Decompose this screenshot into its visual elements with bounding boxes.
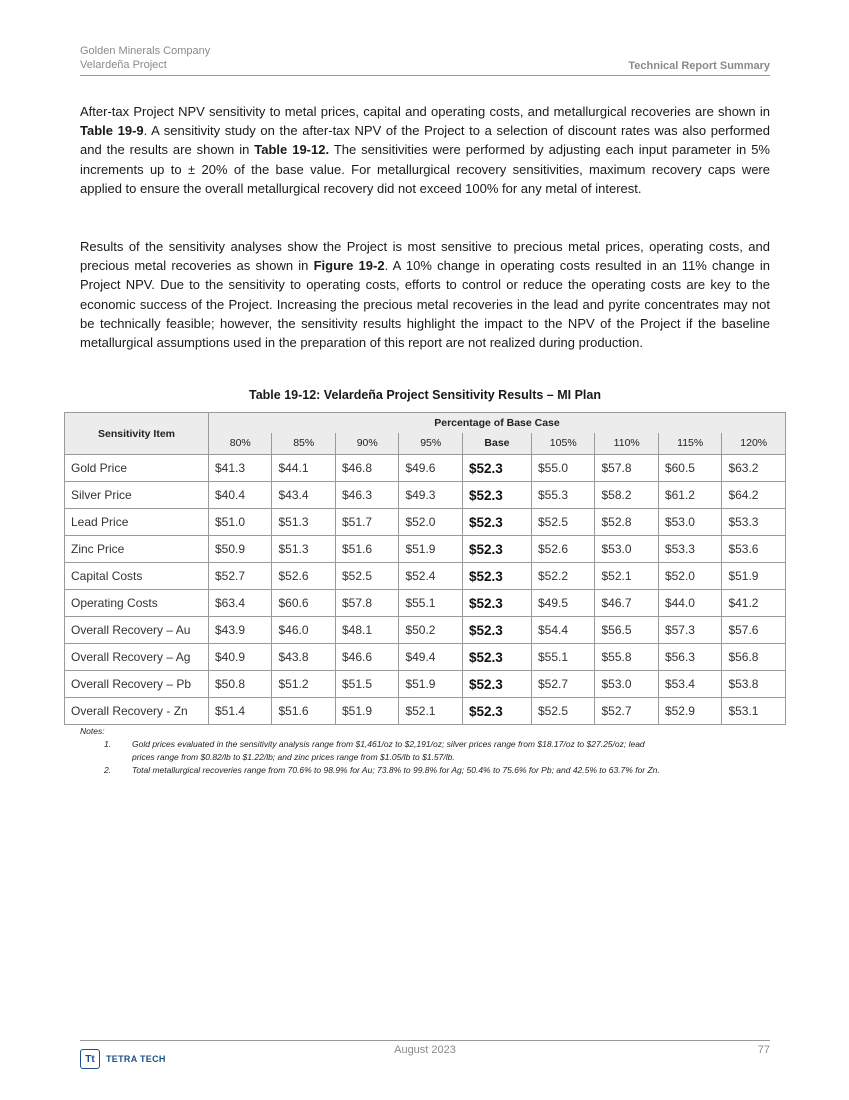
npv-value-cell: $46.6 [335, 644, 398, 671]
npv-value-cell: $56.3 [658, 644, 721, 671]
table-row [65, 590, 786, 617]
npv-value-cell: $46.3 [335, 482, 398, 509]
sensitivity-item-cell: Overall Recovery – Pb [65, 671, 209, 698]
paragraph-text: After-tax Project NPV sensitivity to metal prices, capital and operating costs, and metallurgical recoveries are shown in [80, 104, 770, 119]
header-company: Golden Minerals Company [80, 45, 211, 57]
table-body [65, 455, 786, 725]
column-header-pct: 85% [272, 433, 335, 455]
paragraph-text: Results of the sensitivity analyses show the Project is most sensitive to precious metal prices, operating costs, and precious metal recoveries as shown in [80, 239, 770, 274]
npv-value-cell: $52.3 [462, 455, 531, 482]
column-header-pct: 115% [658, 433, 721, 455]
table-row [65, 482, 786, 509]
npv-value-cell: $43.8 [272, 644, 335, 671]
column-header-item: Sensitivity Item [65, 413, 209, 455]
sensitivity-item-cell: Overall Recovery – Ag [65, 644, 209, 671]
npv-value-cell: $53.8 [722, 671, 786, 698]
npv-value-cell: $57.8 [335, 590, 398, 617]
paragraph-text: . A sensitivity study on the after-tax NPV of the Project to a selection of discount rates was also performed and the results are shown in [80, 123, 770, 158]
npv-value-cell: $49.4 [399, 644, 462, 671]
npv-value-cell: $46.0 [272, 617, 335, 644]
column-header-pct: 90% [335, 433, 398, 455]
npv-value-cell: $41.2 [722, 590, 786, 617]
note-item [80, 738, 770, 764]
npv-value-cell: $52.3 [462, 617, 531, 644]
npv-value-cell: $61.2 [658, 482, 721, 509]
npv-value-cell: $53.0 [658, 509, 721, 536]
npv-value-cell: $44.1 [272, 455, 335, 482]
page-footer [80, 1040, 770, 1070]
column-group-header: Percentage of Base Case [209, 413, 786, 433]
sensitivity-item-cell: Zinc Price [65, 536, 209, 563]
npv-value-cell: $52.5 [335, 563, 398, 590]
table-row [65, 671, 786, 698]
column-header-pct: 105% [531, 433, 594, 455]
npv-value-cell: $48.1 [335, 617, 398, 644]
npv-value-cell: $51.9 [335, 698, 398, 725]
npv-value-cell: $52.3 [462, 482, 531, 509]
npv-value-cell: $40.9 [209, 644, 272, 671]
npv-value-cell: $52.7 [595, 698, 658, 725]
npv-value-cell: $52.1 [595, 563, 658, 590]
header-report-type: Technical Report Summary [628, 60, 770, 72]
npv-value-cell: $51.2 [272, 671, 335, 698]
npv-value-cell: $52.3 [462, 563, 531, 590]
paragraph-sensitivity-intro [80, 102, 770, 198]
npv-value-cell: $53.3 [722, 509, 786, 536]
column-header-pct: Base [462, 433, 531, 455]
npv-value-cell: $63.2 [722, 455, 786, 482]
npv-value-cell: $46.8 [335, 455, 398, 482]
tetra-tech-logo-text: TETRA TECH [106, 1054, 166, 1064]
table-row [65, 617, 786, 644]
npv-value-cell: $52.3 [462, 698, 531, 725]
npv-value-cell: $54.4 [531, 617, 594, 644]
table-row [65, 455, 786, 482]
npv-value-cell: $51.5 [335, 671, 398, 698]
npv-value-cell: $40.4 [209, 482, 272, 509]
npv-value-cell: $57.3 [658, 617, 721, 644]
table-title: Table 19-12: Velardeña Project Sensitivity Results – MI Plan [249, 388, 601, 402]
npv-value-cell: $55.3 [531, 482, 594, 509]
table-row [65, 509, 786, 536]
sensitivity-item-cell: Operating Costs [65, 590, 209, 617]
npv-value-cell: $52.3 [462, 590, 531, 617]
npv-value-cell: $58.2 [595, 482, 658, 509]
npv-value-cell: $51.3 [272, 509, 335, 536]
npv-value-cell: $51.3 [272, 536, 335, 563]
npv-value-cell: $52.4 [399, 563, 462, 590]
npv-value-cell: $64.2 [722, 482, 786, 509]
table-row [65, 536, 786, 563]
npv-value-cell: $52.3 [462, 509, 531, 536]
header-project: Velardeña Project [80, 59, 167, 71]
npv-value-cell: $57.8 [595, 455, 658, 482]
npv-value-cell: $53.0 [595, 536, 658, 563]
npv-value-cell: $53.1 [722, 698, 786, 725]
paragraph-text: The sensitivities were performed by adjusting each input parameter in 5% increments up to ± 20% of the base value. For metallurgical recovery sensitivities, maximum recovery caps were applied to ensure the overall metallurgical recovery did not exceed 100% for any metal of interest. [80, 142, 770, 196]
paragraph-text: . A 10% change in operating costs resulted in an 11% change in Project NPV. Due to the sensitivity to operating costs, efforts to control or reduce the operating costs are key to the economic success of the Project. Increasing the precious metal recoveries in the lead and pyrite concentrates may not be technically feasible; however, the sensitivity results highlight the impact to the NPV of the Project if the baseline metallurgical assumptions used in the preparation of this report are not realized during production. [80, 258, 770, 351]
npv-value-cell: $53.3 [658, 536, 721, 563]
npv-value-cell: $52.9 [658, 698, 721, 725]
table-row [65, 644, 786, 671]
npv-value-cell: $43.9 [209, 617, 272, 644]
note-number: 2. [104, 765, 112, 775]
paragraph-sensitivity-results [80, 237, 770, 352]
npv-value-cell: $50.2 [399, 617, 462, 644]
npv-value-cell: $52.3 [462, 536, 531, 563]
sensitivity-item-cell: Overall Recovery – Au [65, 617, 209, 644]
npv-value-cell: $52.5 [531, 509, 594, 536]
npv-value-cell: $55.8 [595, 644, 658, 671]
note-text: prices range from $0.82/lb to $1.22/lb; and zinc prices range from $1.05/lb to $1.57/lb. [132, 752, 455, 762]
sensitivity-item-cell: Silver Price [65, 482, 209, 509]
npv-value-cell: $52.0 [399, 509, 462, 536]
npv-value-cell: $52.7 [531, 671, 594, 698]
npv-value-cell: $60.6 [272, 590, 335, 617]
npv-value-cell: $52.0 [658, 563, 721, 590]
npv-value-cell: $52.6 [531, 536, 594, 563]
sensitivity-item-cell: Capital Costs [65, 563, 209, 590]
notes-label: Notes: [80, 726, 105, 736]
npv-value-cell: $56.5 [595, 617, 658, 644]
npv-value-cell: $51.7 [335, 509, 398, 536]
npv-value-cell: $51.0 [209, 509, 272, 536]
npv-value-cell: $55.0 [531, 455, 594, 482]
note-item [80, 764, 770, 777]
note-text: Gold prices evaluated in the sensitivity analysis range from $1,461/oz to $2,191/oz; silver prices range from $18.17/oz to $27.25/oz; lead [132, 739, 645, 749]
npv-value-cell: $41.3 [209, 455, 272, 482]
table-row [65, 698, 786, 725]
note-number: 1. [104, 739, 112, 749]
tetra-tech-logo-icon: Tt [80, 1049, 100, 1069]
column-header-pct: 110% [595, 433, 658, 455]
npv-value-cell: $50.8 [209, 671, 272, 698]
sensitivity-item-cell: Overall Recovery - Zn [65, 698, 209, 725]
column-header-pct: 95% [399, 433, 462, 455]
npv-value-cell: $52.8 [595, 509, 658, 536]
npv-value-cell: $51.6 [335, 536, 398, 563]
column-header-pct: 80% [209, 433, 272, 455]
npv-value-cell: $50.9 [209, 536, 272, 563]
npv-value-cell: $53.4 [658, 671, 721, 698]
figure-reference-link: Figure 19-2 [313, 258, 385, 274]
npv-value-cell: $52.2 [531, 563, 594, 590]
npv-value-cell: $52.3 [462, 671, 531, 698]
npv-value-cell: $49.3 [399, 482, 462, 509]
npv-value-cell: $51.9 [399, 536, 462, 563]
table-reference-link: Table 19-9 [80, 123, 144, 139]
npv-value-cell: $53.0 [595, 671, 658, 698]
npv-value-cell: $51.9 [399, 671, 462, 698]
table-row [65, 563, 786, 590]
npv-value-cell: $52.7 [209, 563, 272, 590]
npv-value-cell: $63.4 [209, 590, 272, 617]
npv-value-cell: $44.0 [658, 590, 721, 617]
npv-value-cell: $60.5 [658, 455, 721, 482]
sensitivity-item-cell: Gold Price [65, 455, 209, 482]
npv-value-cell: $52.3 [462, 644, 531, 671]
npv-value-cell: $56.8 [722, 644, 786, 671]
page-header [80, 44, 770, 76]
table-notes [80, 725, 770, 777]
npv-value-cell: $46.7 [595, 590, 658, 617]
sensitivity-table [64, 412, 786, 725]
npv-value-cell: $52.5 [531, 698, 594, 725]
column-header-pct: 120% [722, 433, 786, 455]
npv-value-cell: $53.6 [722, 536, 786, 563]
note-text: Total metallurgical recoveries range from 70.6% to 98.9% for Au; 73.8% to 99.8% for Ag; 50.4% to 75.6% for Pb; and 42.5% to 63.7% for Zn. [132, 765, 660, 775]
npv-value-cell: $55.1 [531, 644, 594, 671]
npv-value-cell: $49.6 [399, 455, 462, 482]
npv-value-cell: $52.1 [399, 698, 462, 725]
npv-value-cell: $52.6 [272, 563, 335, 590]
footer-date: August 2023 [394, 1044, 456, 1056]
notes-list [80, 738, 770, 777]
npv-value-cell: $51.9 [722, 563, 786, 590]
npv-value-cell: $57.6 [722, 617, 786, 644]
npv-value-cell: $51.4 [209, 698, 272, 725]
page-number: 77 [757, 1044, 770, 1056]
npv-value-cell: $43.4 [272, 482, 335, 509]
sensitivity-item-cell: Lead Price [65, 509, 209, 536]
npv-value-cell: $49.5 [531, 590, 594, 617]
table-reference-link: Table 19-12. [254, 142, 330, 158]
npv-value-cell: $51.6 [272, 698, 335, 725]
npv-value-cell: $55.1 [399, 590, 462, 617]
